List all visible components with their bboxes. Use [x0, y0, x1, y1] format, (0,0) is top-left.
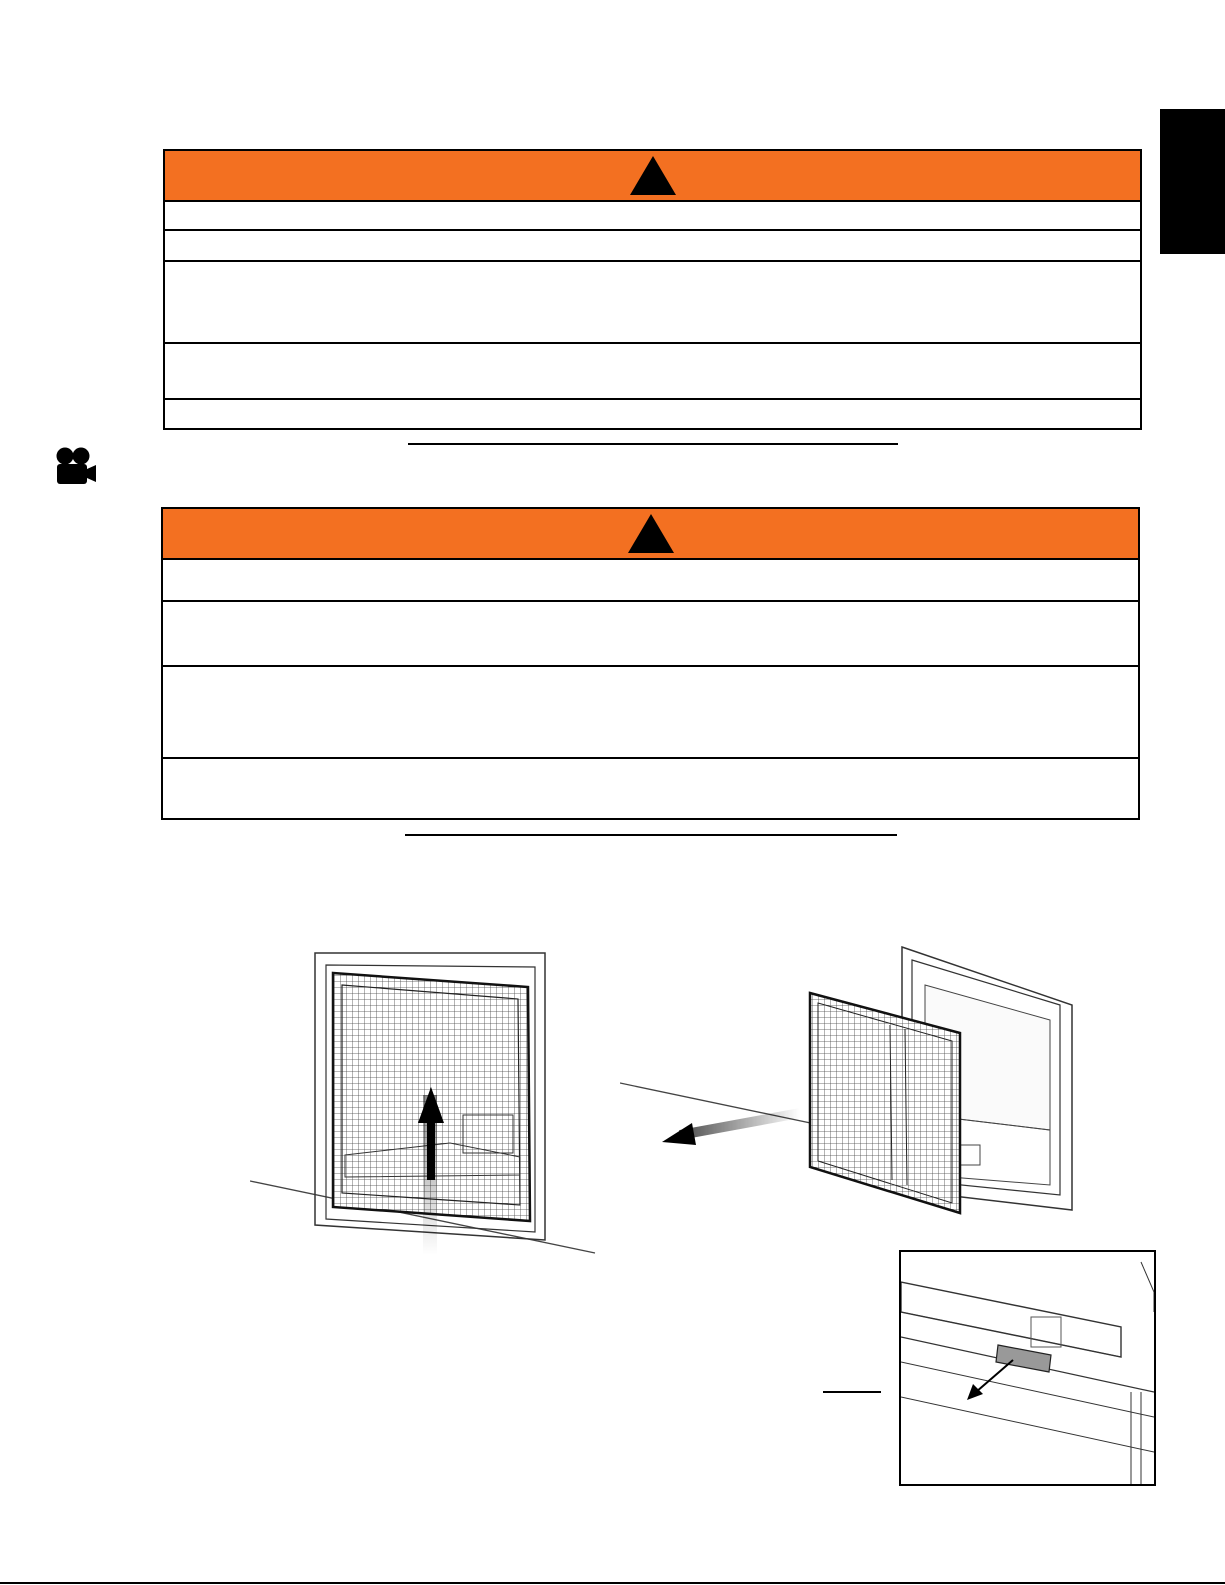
warning-header-2: [163, 509, 1138, 560]
figure-screen-lift-up: [250, 945, 600, 1260]
warning-1-row-divider: [165, 260, 1140, 262]
warning-2-row-divider: [163, 665, 1138, 667]
figure-screen-pull-out: [620, 945, 1100, 1215]
warning-2-row-divider: [163, 600, 1138, 602]
inset-leader-line: [823, 1391, 881, 1393]
figure-inset-detail: [899, 1250, 1156, 1486]
warning-1-row-divider: [165, 398, 1140, 400]
warning-box-2: [161, 507, 1140, 820]
inset-latch-drawing: [901, 1252, 1154, 1484]
section-divider-2: [405, 834, 897, 836]
warning-1-row-divider: [165, 229, 1140, 231]
warning-header-1: [165, 151, 1140, 202]
warning-2-row-divider: [163, 757, 1138, 759]
section-divider-1: [408, 443, 898, 445]
page-bottom-rule: [0, 1582, 1225, 1584]
section-tab-marker: [1160, 109, 1225, 254]
warning-1-row-divider: [165, 342, 1140, 344]
warning-triangle-icon: [627, 513, 675, 554]
warning-triangle-icon: [629, 155, 677, 196]
warning-box-1: [163, 149, 1142, 430]
video-camera-icon: [55, 447, 97, 485]
